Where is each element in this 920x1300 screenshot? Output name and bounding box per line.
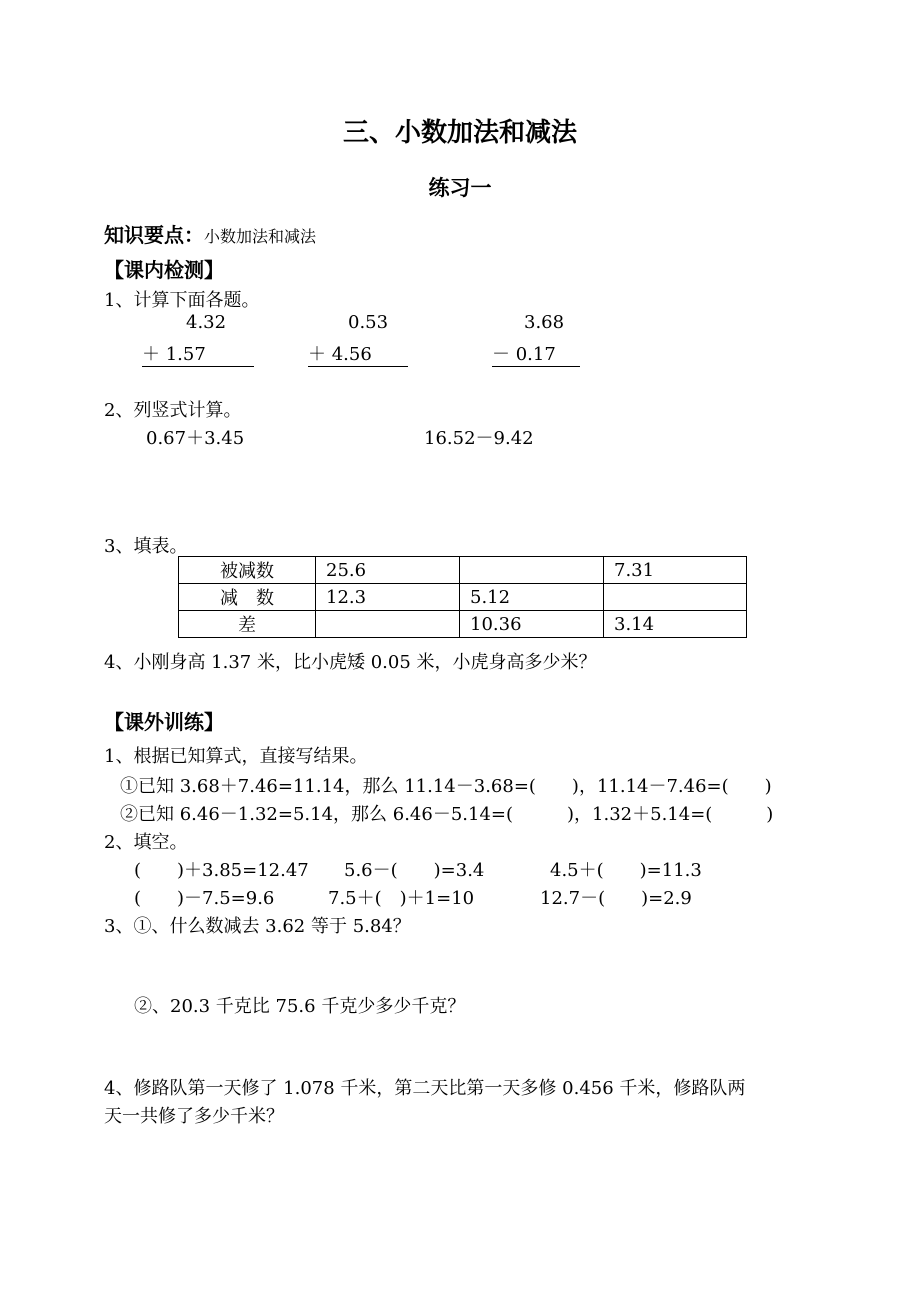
q1-label: 1、计算下面各题。 xyxy=(104,290,260,311)
knowledge-points xyxy=(104,219,316,248)
table-cell: 25.6 xyxy=(316,557,460,584)
page-subtitle: 练习一 xyxy=(428,176,492,200)
q2-expr-1: 0.67＋3.45 xyxy=(146,428,245,449)
table-row xyxy=(179,584,747,611)
fill-blank-item: ( )＋3.85=12.47 xyxy=(134,860,309,881)
s2-q4-line2: 天一共修了多少千米？ xyxy=(104,1106,284,1127)
s2-q2-label: 2、填空。 xyxy=(104,832,188,853)
table-cell: 3.14 xyxy=(604,611,747,638)
problem-1-top: 4.32 xyxy=(186,312,227,333)
problem-3-bottom: － 0.17 xyxy=(492,340,580,367)
problem-1-bottom: ＋ 1.57 xyxy=(142,340,254,367)
table-cell: 减 数 xyxy=(179,584,316,611)
problem-2-bottom: ＋ 4.56 xyxy=(308,340,408,367)
q2-expr-2: 16.52－9.42 xyxy=(424,428,534,449)
problem-2-top: 0.53 xyxy=(348,312,389,333)
knowledge-text: 小数加法和减法 xyxy=(204,227,317,246)
section-header-in-class: 【课内检测】 xyxy=(104,258,224,282)
table-row xyxy=(179,611,747,638)
problem-3-top: 3.68 xyxy=(524,312,565,333)
q2-label: 2、列竖式计算。 xyxy=(104,400,242,421)
fill-blank-item: ( )－7.5=9.6 xyxy=(134,888,275,909)
s2-q3-part2: ②、20.3 千克比 75.6 千克少多少千克？ xyxy=(134,996,466,1017)
table-cell xyxy=(316,611,460,638)
fill-blank-item: 4.5＋( )=11.3 xyxy=(550,860,702,881)
fill-table xyxy=(178,556,747,638)
table-cell xyxy=(460,557,604,584)
section-header-extra: 【课外训练】 xyxy=(104,710,224,734)
s2-q3-part1: 3、①、什么数减去 3.62 等于 5.84？ xyxy=(104,916,411,937)
fill-blank-item: 5.6－( )=3.4 xyxy=(344,860,485,881)
s2-q1-line1: ①已知 3.68＋7.46=11.14，那么 11.14－3.68=( )，11.14－7.46=( ) xyxy=(120,776,772,797)
fill-blank-item: 7.5＋( )＋1=10 xyxy=(328,888,475,909)
s2-q4-line1: 4、修路队第一天修了 1.078 千米，第二天比第一天多修 0.456 千米，修路队两 xyxy=(104,1078,746,1099)
fill-blank-item: 12.7－( )=2.9 xyxy=(540,888,692,909)
table-cell: 被减数 xyxy=(179,557,316,584)
table-cell: 5.12 xyxy=(460,584,604,611)
s2-q1-line2: ②已知 6.46－1.32=5.14，那么 6.46－5.14=( )，1.32＋5.14=( ) xyxy=(120,804,774,825)
table-cell: 7.31 xyxy=(604,557,747,584)
table-cell: 12.3 xyxy=(316,584,460,611)
table-cell xyxy=(604,584,747,611)
table-cell: 差 xyxy=(179,611,316,638)
q3-label: 3、填表。 xyxy=(104,536,188,557)
table-row xyxy=(179,557,747,584)
s2-q1-label: 1、根据已知算式，直接写结果。 xyxy=(104,746,368,767)
knowledge-label: 知识要点： xyxy=(104,223,204,247)
table-cell: 10.36 xyxy=(460,611,604,638)
page-title: 三、小数加法和减法 xyxy=(342,118,577,148)
q4-text: 4、小刚身高 1.37 米，比小虎矮 0.05 米，小虎身高多少米？ xyxy=(104,652,597,673)
